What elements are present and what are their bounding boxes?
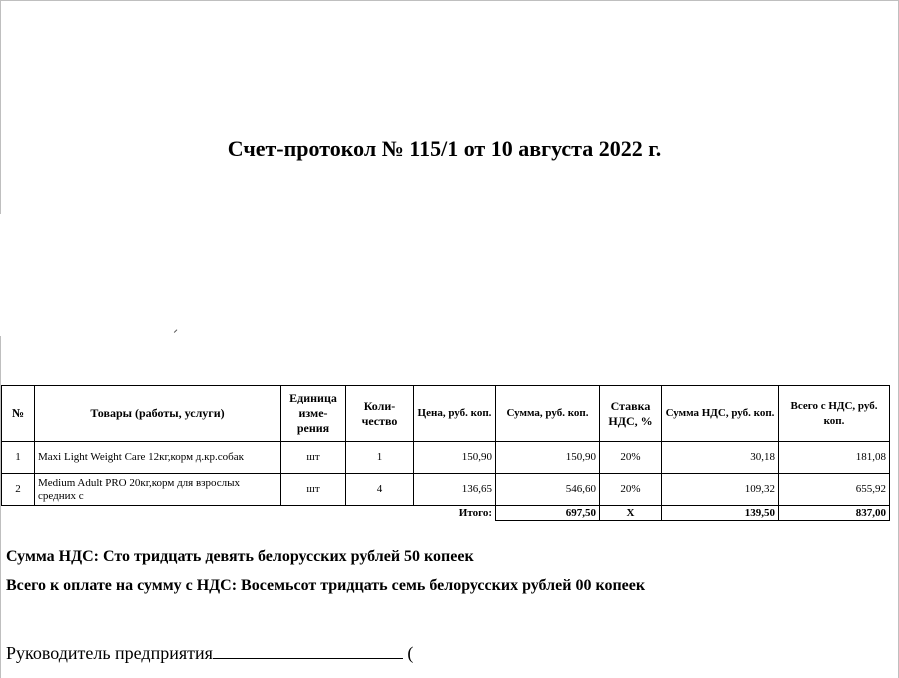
col-header-sum: Сумма, руб. коп. [496, 386, 600, 442]
col-header-goods: Товары (работы, услуги) [35, 386, 281, 442]
cell-qty: 4 [346, 474, 414, 506]
cell-goods: Maxi Light Weight Care 12кг,корм д.кр.собак [35, 442, 281, 474]
cell-qty: 1 [346, 442, 414, 474]
table-row [2, 442, 890, 474]
cell-sum: 546,60 [496, 474, 600, 506]
signature-paren: ( [407, 643, 414, 663]
stray-mark [174, 329, 180, 335]
table-row [2, 474, 890, 506]
cell-total: 181,08 [779, 442, 890, 474]
col-header-vat-rate: Ставка НДС, % [600, 386, 662, 442]
totals-label: Итого: [414, 506, 496, 521]
page-edge-left [0, 0, 1, 214]
vat-amount-in-words: Сумма НДС: Сто тридцать девять белорусских рублей 50 копеек [6, 548, 474, 565]
cell-price: 136,65 [414, 474, 496, 506]
totals-vat-rate: X [600, 506, 662, 521]
cell-unit: шт [281, 474, 346, 506]
col-header-vat-sum: Сумма НДС, руб. коп. [662, 386, 779, 442]
signature-line [6, 642, 413, 664]
cell-vat-sum: 109,32 [662, 474, 779, 506]
cell-num: 2 [2, 474, 35, 506]
cell-sum: 150,90 [496, 442, 600, 474]
col-header-total: Всего с НДС, руб. коп. [779, 386, 890, 442]
totals-spacer [346, 506, 414, 521]
signature-blank [213, 642, 403, 659]
totals-sum: 697,50 [496, 506, 600, 521]
totals-spacer [281, 506, 346, 521]
col-header-price: Цена, руб. коп. [414, 386, 496, 442]
cell-total: 655,92 [779, 474, 890, 506]
totals-total: 837,00 [779, 506, 890, 521]
signature-label: Руководитель предприятия [6, 643, 213, 663]
document-title: Счет-протокол № 115/1 от 10 августа 2022 г. [227, 136, 662, 161]
totals-spacer [2, 506, 35, 521]
cell-unit: шт [281, 442, 346, 474]
invoice-table [1, 385, 890, 521]
col-header-qty: Коли-чество [346, 386, 414, 442]
cell-num: 1 [2, 442, 35, 474]
totals-spacer [35, 506, 281, 521]
cell-vat-rate: 20% [600, 474, 662, 506]
table-header-row [2, 386, 890, 442]
total-amount-in-words: Всего к оплате на сумму с НДС: Восемьсот тридцать семь белорусских рублей 00 копеек [6, 577, 646, 594]
cell-vat-sum: 30,18 [662, 442, 779, 474]
cell-goods: Medium Adult PRO 20кг,корм для взрослых средних с [35, 474, 281, 506]
cell-vat-rate: 20% [600, 442, 662, 474]
col-header-unit: Единица изме-рения [281, 386, 346, 442]
totals-row [2, 506, 890, 521]
col-header-num: № [2, 386, 35, 442]
page-edge-top [0, 0, 899, 1]
cell-price: 150,90 [414, 442, 496, 474]
totals-vat-sum: 139,50 [662, 506, 779, 521]
